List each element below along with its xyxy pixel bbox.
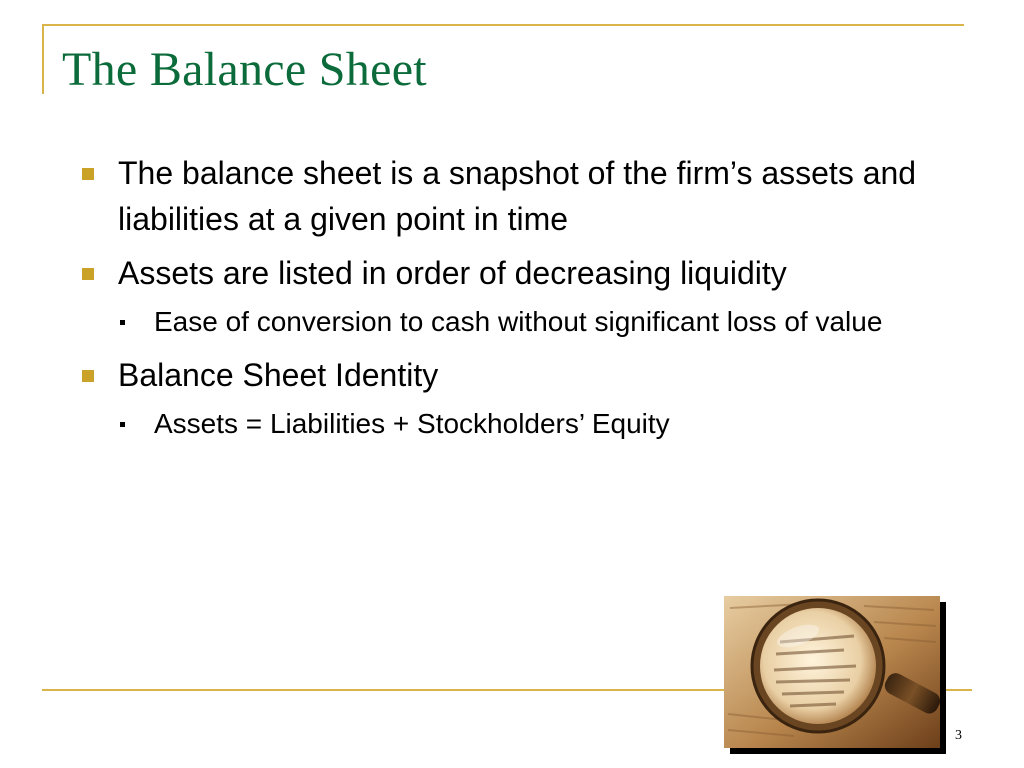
magnifying-glass-icon bbox=[724, 596, 940, 748]
left-border-line bbox=[42, 24, 44, 94]
sub-bullet-text: Ease of conversion to cash without significant loss of value bbox=[154, 306, 883, 337]
top-border-line bbox=[42, 24, 964, 26]
bullet-text: Balance Sheet Identity bbox=[118, 357, 439, 393]
bullet-item bbox=[80, 250, 950, 296]
magnifying-glass-photo bbox=[724, 596, 940, 748]
bullet-list bbox=[80, 150, 950, 454]
sub-bullet-item bbox=[80, 404, 950, 444]
page-number: 3 bbox=[955, 728, 962, 743]
bullet-text: Assets are listed in order of decreasing liquidity bbox=[118, 255, 787, 291]
sub-bullet-text: Assets = Liabilities + Stockholders’ Equity bbox=[154, 408, 670, 439]
sub-bullet-item bbox=[80, 302, 950, 342]
bullet-text: The balance sheet is a snapshot of the firm’s assets and liabilities at a given point in time bbox=[118, 155, 917, 237]
slide-title: The Balance Sheet bbox=[62, 43, 427, 96]
square-bullet-icon bbox=[82, 168, 94, 180]
bullet-item bbox=[80, 150, 950, 242]
square-bullet-icon bbox=[82, 268, 94, 280]
square-bullet-icon bbox=[82, 370, 94, 382]
bullet-item bbox=[80, 352, 950, 398]
small-square-bullet-icon bbox=[120, 422, 125, 427]
small-square-bullet-icon bbox=[120, 320, 125, 325]
